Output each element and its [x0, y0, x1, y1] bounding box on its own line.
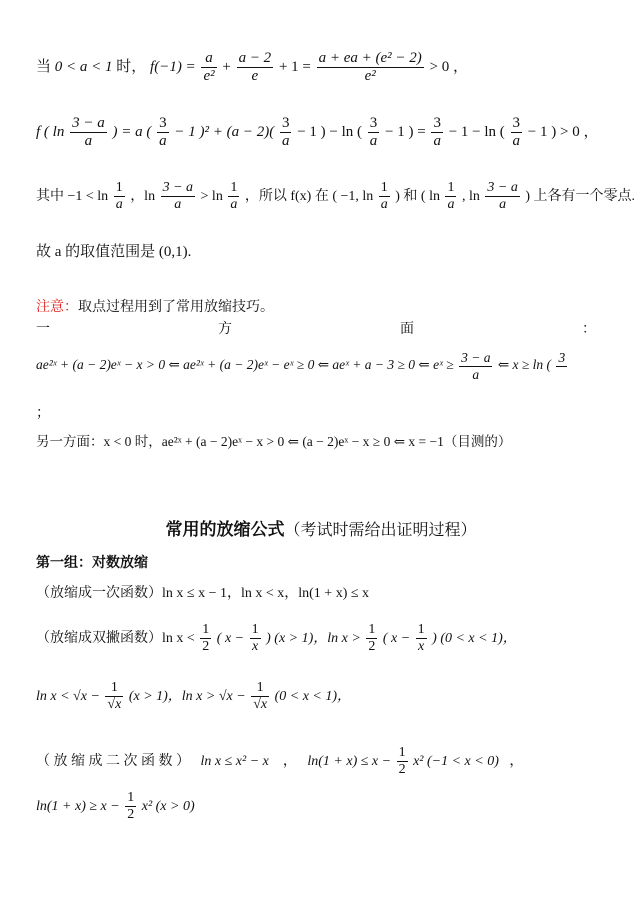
label: （放缩成双撇函数）ln x < [36, 630, 195, 646]
part: > ln [200, 188, 223, 204]
lhs: f ( ln [36, 124, 65, 141]
part: ( x − [382, 630, 411, 646]
denominator: a [472, 366, 480, 382]
implication-chain: ae²ˣ + (a − 2)eˣ − x > 0 ⇐ ae²ˣ + (a − 2)eˣ − eˣ ≥ 0 ⇐ aeˣ + a − 3 ≥ 0 ⇐ eˣ ≥ [36, 357, 454, 373]
part: − 1 )² + (a − 2)( [174, 124, 275, 141]
part: ) (0 < x < 1)， [432, 630, 517, 646]
end: − 1 ) > 0 ， [527, 124, 599, 141]
part: (x > 1)，ln x > √x − [128, 688, 246, 704]
numerator: 1 [251, 680, 269, 697]
numerator: a − 2 [237, 50, 274, 68]
part: ( x − [216, 630, 245, 646]
numerator: 1 [366, 622, 377, 639]
part: ln(1 + x) ≤ x − [307, 753, 392, 769]
numerator: a + ea + (e² − 2) [317, 50, 424, 68]
part: ，ln [130, 188, 156, 204]
part: ，所以 f(x) 在 ( −1, ln [244, 188, 374, 204]
title-main: 常用的放缩公式 [165, 520, 285, 540]
numerator: 1 [397, 745, 408, 762]
formula-linear: （放缩成一次函数）ln x ≤ x − 1，ln x < x，ln(1 + x) ≤ x [36, 586, 370, 601]
spread-char: ： [582, 321, 596, 337]
denominator: e² [203, 68, 215, 85]
formula-sqrt [36, 680, 351, 713]
numerator: 1 [228, 180, 239, 197]
numerator: 3 − a [70, 115, 107, 133]
numerator: 3 − a [161, 180, 195, 197]
denominator: a [174, 197, 182, 213]
part: ) 和 ( ln [395, 188, 440, 204]
text-among: 其中 [36, 188, 64, 204]
numerator: 1 [200, 622, 211, 639]
line-8: 另一方面：x < 0 时，ae²ˣ + (a − 2)eˣ − x > 0 ⇐ (a − 2)eˣ − x ≥ 0 ⇐ x = −1（目测的） [36, 434, 512, 449]
part: − 1 ) − ln ( [297, 124, 363, 141]
f-expr: f(−1) = [150, 59, 196, 76]
numerator: 1 [105, 680, 123, 697]
line-3 [36, 180, 635, 213]
part: , ln [461, 188, 480, 204]
denominator: x [252, 639, 259, 655]
denominator: a [115, 197, 123, 213]
numerator: 1 [250, 622, 261, 639]
fraction [237, 50, 274, 86]
denominator: a [230, 197, 238, 213]
part: − 1 − ln ( [448, 124, 505, 141]
sep: ， [282, 753, 297, 769]
denominator: a [447, 197, 455, 213]
denominator: 2 [202, 639, 210, 655]
denominator: a [512, 133, 521, 150]
denominator: √x [107, 697, 122, 713]
label: （ 放 缩 成 二 次 函 数 ） [36, 753, 190, 769]
end: ， [509, 753, 524, 769]
note-text: 取点过程用到了常用放缩技巧。 [78, 299, 274, 315]
numerator: 3 − a [485, 180, 519, 197]
numerator: 1 [416, 622, 427, 639]
denominator: a [84, 133, 93, 150]
line-4: 故 a 的取值范围是 (0,1). [36, 244, 192, 260]
numerator: 3 [511, 115, 523, 133]
end: ) 上各有一个零点. [525, 188, 635, 204]
denominator: a [380, 197, 388, 213]
numerator: 3 [558, 350, 566, 365]
note-label: 注意： [36, 299, 78, 315]
denominator: a [499, 197, 507, 213]
note [36, 296, 274, 316]
denominator: a [281, 133, 290, 150]
formula-double [36, 622, 517, 655]
spread-char: 面 [400, 321, 414, 337]
denominator: a [159, 133, 167, 150]
formula-quadratic-2 [36, 790, 195, 823]
text-when: 当 [36, 59, 52, 76]
denominator: a [433, 133, 441, 150]
numerator: 3 − a [461, 350, 491, 365]
part: −1 < ln [67, 188, 109, 204]
part: ln(1 + x) ≥ x − [36, 798, 120, 814]
eq: ) = a ( [112, 124, 152, 141]
numerator: 1 [114, 180, 125, 197]
text-shi: 时， [116, 59, 147, 76]
part: ln x < √x − [36, 688, 100, 704]
formula-quadratic [36, 745, 606, 778]
line-1 [36, 50, 468, 86]
line-7: ； [36, 405, 50, 421]
spread-char: 一 [36, 321, 50, 337]
numerator: 3 [280, 115, 292, 133]
numerator: 3 [368, 115, 380, 133]
part: ln x ≤ x² − x [200, 753, 269, 769]
denominator: 2 [398, 762, 406, 778]
part: (0 < x < 1)， [274, 688, 352, 704]
tail: ⇐ x ≥ ln ( [497, 357, 552, 373]
denominator: a [369, 133, 378, 150]
numerator: 1 [445, 180, 456, 197]
spread-char: 方 [218, 321, 232, 337]
line-2 [36, 115, 598, 151]
part: x² (−1 < x < 0) [413, 753, 499, 769]
line-6 [36, 350, 569, 382]
part: ) (x > 1)，ln x > [266, 630, 361, 646]
numerator: 3 [157, 115, 169, 133]
tail: + 1 = [278, 59, 311, 76]
end: > 0 ， [429, 59, 468, 76]
numerator: 1 [125, 790, 136, 807]
denominator: e [251, 68, 259, 85]
group-heading: 第一组：对数放缩 [36, 555, 148, 571]
title-sub: （考试时需给出证明过程） [284, 520, 477, 539]
fraction [317, 50, 424, 86]
condition: 0 < a < 1 [54, 59, 113, 76]
numerator: 3 [431, 115, 443, 133]
part: x² (x > 0) [141, 798, 195, 814]
spread-line [36, 318, 596, 338]
denominator: e² [364, 68, 376, 85]
section-title [0, 515, 642, 540]
denominator: 2 [368, 639, 376, 655]
plus: + [222, 59, 231, 76]
numerator: a [201, 50, 216, 68]
fraction [201, 50, 216, 86]
numerator: 1 [379, 180, 390, 197]
denominator: 2 [127, 807, 135, 823]
denominator: x [418, 639, 425, 655]
denominator: √x [253, 697, 268, 713]
part: − 1 ) = [385, 124, 426, 141]
